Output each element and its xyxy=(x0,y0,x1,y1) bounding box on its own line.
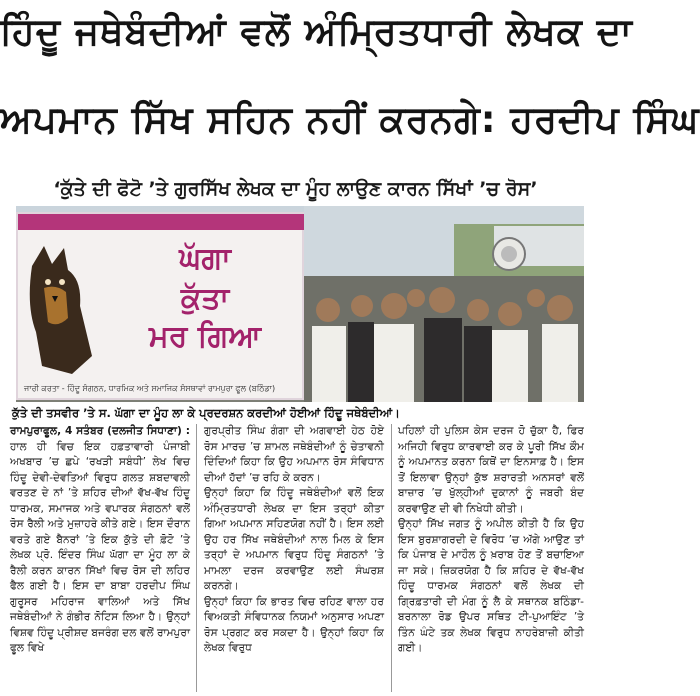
banner-text-line-2: ਕੁੱਤਾ xyxy=(180,281,230,316)
protest-crowd-image xyxy=(304,206,584,402)
column2-paragraph-1: ਗੁਰਪ੍ਰੀਤ ਸਿੰਘ ਗੰਗਾ ਦੀ ਅਗਵਾਈ ਹੇਠ ਹੋਏ ਰੋਸ ਮਾਰਚ ’ਚ ਸ਼ਾਮਲ ਜਥੇਬੰਦੀਆਂ ਨੂੰ ਚੇਤਾਵਨੀ ਦਿੰਦਿਆਂ ਕਿਹਾ ਕਿ ਉਹ ਅਪਮਾਨ ਰੋਸ ਸੰਵਿਧਾਨ ਦੀਆਂ ਹੱਦਾਂ ’ਚ ਰਹਿ ਕੇ ਕਰਨ। xyxy=(204,425,384,484)
headline-line-1: ਹਿੰਦੂ ਜਥੇਬੰਦੀਆਂ ਵਲੋਂ ਅੰਮ੍ਰਿਤਧਾਰੀ ਲੇਖਕ ਦਾ xyxy=(0,10,633,53)
news-photo xyxy=(16,206,584,402)
banner-text-line-1: ਘੱਗਾ xyxy=(179,241,231,276)
column3-paragraph-1: ਪਹਿਲਾਂ ਹੀ ਪੁਲਿਸ ਕੇਸ ਦਰਜ ਹੋ ਚੁੱਕਾ ਹੈ, ਫਿਰ ਅਜਿਹੀ ਵਿਰੁਧ ਕਾਰਵਾਈ ਕਰ ਕੇ ਪੂਰੀ ਸਿੱਖ ਕੌਮ ਨੂੰ ਅਪਮਾਨਤ ਕਰਨਾ ਕਿਥੋਂ ਦਾ ਇਨਸਾਫ਼ ਹੈ। ਇਸ ਤੋਂ ਇਲਾਵਾ ਉਨ੍ਹਾਂ ਕੁੱਝ ਸ਼ਰਾਰਤੀ ਅਨਸਰਾਂ ਵਲੋਂ ਬਾਜ਼ਾਰ ’ਚ ਖੁੱਲ੍ਹੀਆਂ ਦੁਕਾਨਾਂ ਨੂੰ ਜਬਰੀ ਬੰਦ ਕਰਵਾਉਣ ਦੀ ਵੀ ਨਿਖੇਧੀ ਕੀਤੀ। xyxy=(398,425,584,515)
banner-credit: ਜਾਰੀ ਕਰਤਾ - ਹਿੰਦੂ ਸੰਗਠਨ, ਧਾਰਮਿਕ ਅਤੇ ਸਮਾਜਿਕ ਸੰਸਥਾਵਾਂ ਰਾਮਪੁਰਾ ਫੂਲ (ਬਠਿੰਡਾ) xyxy=(24,384,276,393)
column2-paragraph-2: ਉਨ੍ਹਾਂ ਕਿਹਾ ਕਿ ਹਿੰਦੂ ਜਥੇਬੰਦੀਆਂ ਵਲੋਂ ਇਕ ਅੰਮ੍ਰਿਤਧਾਰੀ ਲੇਖਕ ਦਾ ਇਸ ਤਰ੍ਹਾਂ ਕੀਤਾ ਗਿਆ ਅਪਮਾਨ ਸਹਿਣਯੋਗ ਨਹੀਂ ਹੈ। ਇਸ ਲਈ ਉਹ ਹਰ ਸਿੱਖ ਜਥੇਬੰਦੀਆਂ ਨਾਲ ਮਿਲ ਕੇ ਇਸ ਤਰ੍ਹਾਂ ਦੇ ਅਪਮਾਨ ਵਿਰੁਧ ਹਿੰਦੂ ਸੰਗਠਨਾਂ ’ਤੇ ਮਾਮਲਾ ਦਰਜ ਕਰਵਾਉਣ ਲਈ ਸੰਘਰਸ਼ ਕਰਨਗੇ। xyxy=(204,487,384,592)
banner-top-strip xyxy=(18,214,304,230)
dateline: ਰਾਮਪੁਰਾਫੂਲ, 4 ਸਤੰਬਰ (ਦਲਜੀਤ ਸਿਧਾਣਾ) : xyxy=(10,425,190,437)
column3-paragraph-2: ਉਨ੍ਹਾਂ ਸਿੱਖ ਜਗਤ ਨੂੰ ਅਪੀਲ ਕੀਤੀ ਹੈ ਕਿ ਉਹ ਇਸ ਬੁਰਸ਼ਾਗਰਦੀ ਦੇ ਵਿਰੋਧ ’ਚ ਅੱਗੇ ਆਉਣ ਤਾਂ ਕਿ ਪੰਜਾਬ ਦੇ ਮਾਹੌਲ ਨੂੰ ਖ਼ਰਾਬ ਹੋਣ ਤੋਂ ਬਚਾਇਆ ਜਾ ਸਕੇ। ਜ਼ਿਕਰਯੋਗ ਹੈ ਕਿ ਸ਼ਹਿਰ ਦੇ ਵੱਖ-ਵੱਖ ਹਿੰਦੂ ਧਾਰਮਕ ਸੰਗਠਨਾਂ ਵਲੋਂ ਲੇਖਕ ਦੀ ਗ੍ਰਿਫ਼ਤਾਰੀ ਦੀ ਮੰਗ ਨੂੰ ਲੈ ਕੇ ਸਥਾਨਕ ਬਠਿੰਡਾ-ਬਰਨਾਲਾ ਰੋਡ ਉਪਰ ਸਥਿਤ ਟੀ-ਪੁਆਇੰਟ ’ਤੇ ਤਿੰਨ ਘੰਟੇ ਤਕ ਲੇਖਕ ਵਿਰੁਧ ਨਾਹਰੇਬਾਜ਼ੀ ਕੀਤੀ ਗਈ। xyxy=(398,518,584,654)
dog-picture-icon xyxy=(22,236,100,376)
banner-text-line-3: ਮਰ ਗਿਆ xyxy=(149,319,261,354)
subheadline: ‘ਕੁੱਤੇ ਦੀ ਫੋਟੋ ’ਤੇ ਗੁਰਸਿੱਖ ਲੇਖਕ ਦਾ ਮੂੰਹ ਲਾਉਣ ਕਾਰਨ ਸਿੱਖਾਂ ’ਚ ਰੋਸ’ xyxy=(53,178,538,200)
column-divider xyxy=(391,424,392,692)
column-divider xyxy=(196,424,197,692)
photo-caption: ਕੁੱਤੇ ਦੀ ਤਸਵੀਰ ’ਤੇ ਸ. ਘੱਗਾ ਦਾ ਮੂੰਹ ਲਾ ਕੇ ਪ੍ਰਦਰਸ਼ਨ ਕਰਦੀਆਂ ਹੋਈਆਂ ਹਿੰਦੂ ਜਥੇਬੰਦੀਆਂ। xyxy=(12,406,400,420)
protest-banner xyxy=(16,212,304,400)
column2-paragraph-3: ਉਨ੍ਹਾਂ ਕਿਹਾ ਕਿ ਭਾਰਤ ਵਿਚ ਰਹਿਣ ਵਾਲਾ ਹਰ ਵਿਅਕਤੀ ਸੰਵਿਧਾਨਕ ਨਿਯਮਾਂ ਅਨੁਸਾਰ ਅਪਣਾ ਰੋਸ ਪ੍ਰਗਟ ਕਰ ਸਕਦਾ ਹੈ। ਉਨ੍ਹਾਂ ਕਿਹਾ ਕਿ ਲੇਖਕ ਵਿਰੁਧ xyxy=(204,595,384,654)
article-column-1 xyxy=(10,424,190,694)
column1-text: ਹਾਲ ਹੀ ਵਿਚ ਇਕ ਹਫ਼ਤਾਵਾਰੀ ਪੰਜਾਬੀ ਅਖਬਾਰ ’ਚ ਛਪੇ ‘ਰਖੜੀ ਸਬੰਧੀ’ ਲੇਖ ਵਿਚ ਹਿੰਦੂ ਦੇਵੀ-ਦੇਵਤਿਆਂ ਵਿਰੁਧ ਗਲਤ ਸ਼ਬਦਾਵਲੀ ਵਰਤਣ ਦੇ ਨਾਂ ’ਤੇ ਸ਼ਹਿਰ ਦੀਆਂ ਵੱਖ-ਵੱਖ ਹਿੰਦੂ ਧਾਰਮਕ, ਸਮਾਜਕ ਅਤੇ ਵਪਾਰਕ ਸੰਗਠਨਾਂ ਵਲੋਂ ਰੋਸ ਰੈਲੀ ਅਤੇ ਮੁਜ਼ਾਹਰੇ ਕੀਤੇ ਗਏ। ਇਸ ਦੌਰਾਨ ਵਰਤੇ ਗਏ ਬੈਨਰਾਂ ’ਤੇ ਇਕ ਕੁੱਤੇ ਦੀ ਫ਼ੋਟੋ ’ਤੇ ਲੇਖਕ ਪ੍ਰੋ. ਇੰਦਰ ਸਿੰਘ ਘੱਗਾ ਦਾ ਮੂੰਹ ਲਾ ਕੇ ਰੈਲੀ ਕਰਨ ਕਾਰਨ ਸਿੱਖਾਂ ਵਿਚ ਰੋਸ ਦੀ ਲਹਿਰ ਫੈਲ ਗਈ ਹੈ। ਇਸ ਦਾ ਬਾਬਾ ਹਰਦੀਪ ਸਿੰਘ ਗੁਰੂਸਰ ਮਹਿਰਾਜ ਵਾਲਿਆਂ ਅਤੇ ਸਿੱਖ ਜਥੇਬੰਦੀਆਂ ਨੇ ਗੰਭੀਰ ਨੋਟਿਸ ਲਿਆ ਹੈ। ਉਨ੍ਹਾਂ ਵਿਸ਼ਵ ਹਿੰਦੂ ਪ੍ਰੀਸ਼ਦ ਬਜਰੰਗ ਦਲ ਵਲੋਂ ਰਾਮਪੁਰਾ ਫੂਲ ਵਿਖੇ xyxy=(10,440,190,654)
article-column-3 xyxy=(398,424,584,694)
headline-line-2: ਅਪਮਾਨ ਸਿੱਖ ਸਹਿਨ ਨਹੀਂ ਕਰਨਗੇ: ਹਰਦੀਪ ਸਿੰਘ xyxy=(0,98,700,141)
article-column-2 xyxy=(204,424,384,694)
